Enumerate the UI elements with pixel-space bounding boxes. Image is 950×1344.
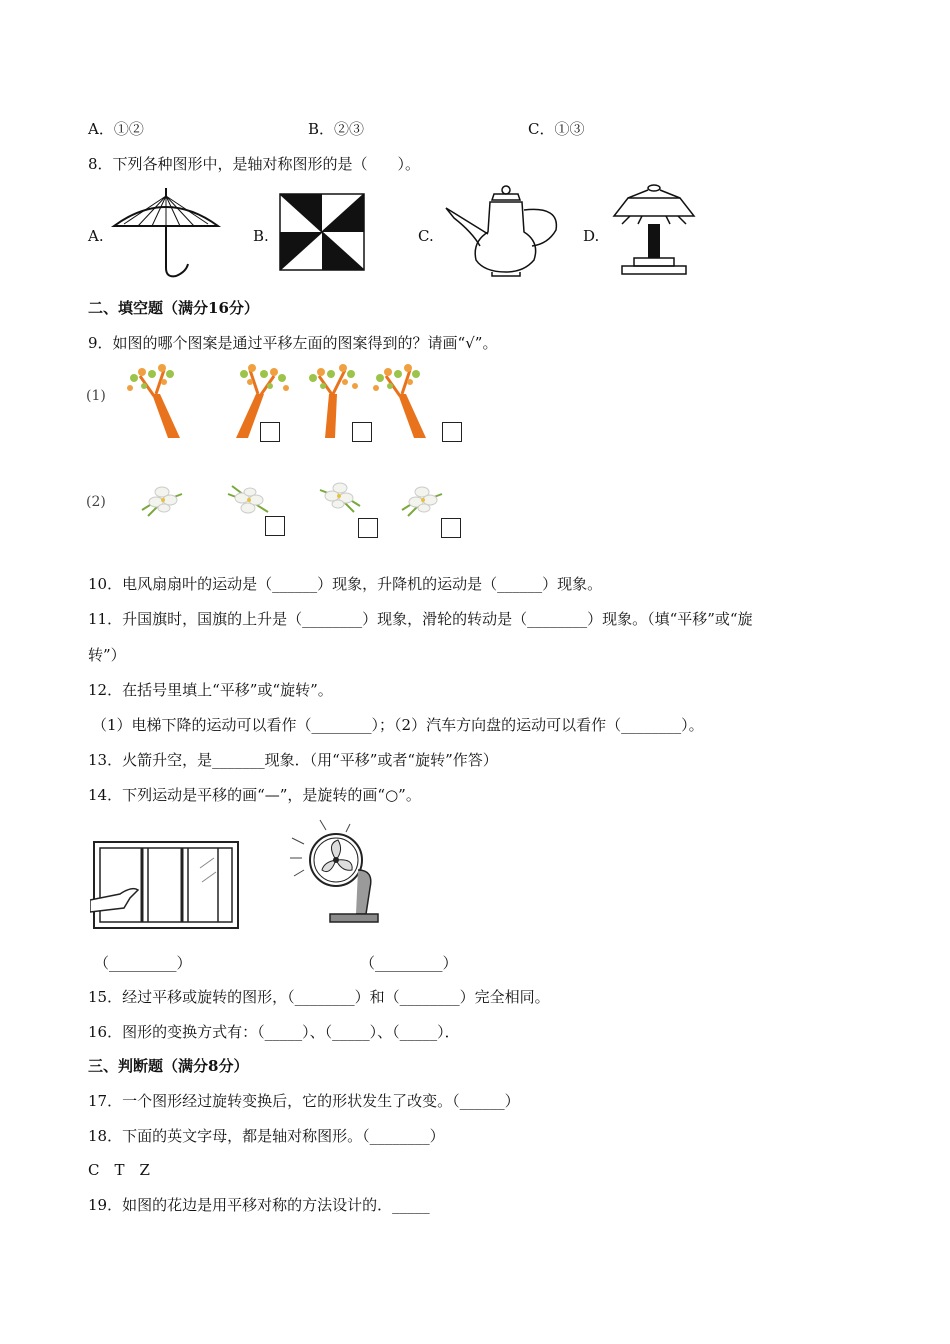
question-11-line-2: 转”） bbox=[88, 646, 126, 664]
q8-label-a: A. bbox=[88, 227, 104, 245]
tree-icon-translated bbox=[370, 364, 430, 440]
flower-icon-rotated-1 bbox=[224, 480, 272, 520]
question-14: 14．下列运动是平移的画“—”，是旋转的画“○”。 bbox=[88, 786, 421, 804]
question-12: 12．在括号里填上“平移”或“旋转”。 bbox=[88, 681, 333, 699]
answer-box-2-2[interactable] bbox=[358, 518, 378, 538]
question-13: 13．火箭升空，是_______现象．（用“平移”或者“旋转”作答） bbox=[88, 751, 498, 769]
answer-box-2-3[interactable] bbox=[441, 518, 461, 538]
q14-blank-1[interactable]: （_________） bbox=[94, 954, 192, 972]
question-19: 19．如图的花边是用平移对称的方法设计的．_____ bbox=[88, 1196, 430, 1214]
question-10: 10．电风扇扇叶的运动是（______）现象，升降机的运动是（______）现象。 bbox=[88, 575, 603, 593]
option-b: B．②③ bbox=[308, 120, 365, 138]
row-label-1: (1) bbox=[86, 388, 106, 404]
question-11-line-1: 11．升国旗时，国旗的上升是（________）现象，滑轮的转动是（________）现象。（填“平移”或“旋 bbox=[88, 610, 753, 628]
answer-box-1-1[interactable] bbox=[260, 422, 280, 442]
option-a: A．①② bbox=[88, 120, 144, 138]
question-18: 18．下面的英文字母，都是轴对称图形。（________） bbox=[88, 1127, 445, 1145]
lamp-icon bbox=[608, 184, 698, 278]
electric-fan-icon bbox=[286, 818, 386, 926]
teapot-icon bbox=[444, 184, 564, 278]
section-3-title: 三、判断题（满分8分） bbox=[88, 1057, 249, 1075]
section-2-title: 二、填空题（满分16分） bbox=[88, 299, 259, 317]
sliding-window-icon bbox=[90, 838, 242, 934]
question-12-sub: （1）电梯下降的运动可以看作（________）；（2）汽车方向盘的运动可以看作（________）。 bbox=[92, 716, 704, 734]
question-16: 16．图形的变换方式有：（_____）、（_____）、（_____）． bbox=[88, 1023, 460, 1041]
q14-blank-2[interactable]: （_________） bbox=[360, 954, 458, 972]
q8-label-d: D. bbox=[583, 227, 600, 245]
question-15: 15．经过平移或旋转的图形，（________）和（________）完全相同。 bbox=[88, 988, 550, 1006]
answer-box-2-1[interactable] bbox=[265, 516, 285, 536]
pinwheel-icon bbox=[278, 192, 366, 272]
answer-box-1-3[interactable] bbox=[442, 422, 462, 442]
q8-label-b: B. bbox=[253, 227, 269, 245]
flower-icon-translated bbox=[398, 480, 446, 520]
row-label-2: (2) bbox=[86, 494, 106, 510]
umbrella-icon bbox=[110, 188, 222, 280]
question-9: 9．如图的哪个图案是通过平移左面的图案得到的？请画“√”。 bbox=[88, 334, 498, 352]
flower-icon-rotated-2 bbox=[316, 476, 364, 516]
q8-label-c: C. bbox=[418, 227, 434, 245]
question-17: 17．一个图形经过旋转变换后，它的形状发生了改变。（______） bbox=[88, 1092, 520, 1110]
tree-icon bbox=[124, 364, 184, 440]
flower-icon bbox=[138, 480, 186, 520]
question-18-letters: C T Z bbox=[88, 1161, 150, 1179]
answer-box-1-2[interactable] bbox=[352, 422, 372, 442]
question-8: 8．下列各种图形中，是轴对称图形的是（ ）。 bbox=[88, 155, 421, 173]
option-c: C．①③ bbox=[528, 120, 585, 138]
